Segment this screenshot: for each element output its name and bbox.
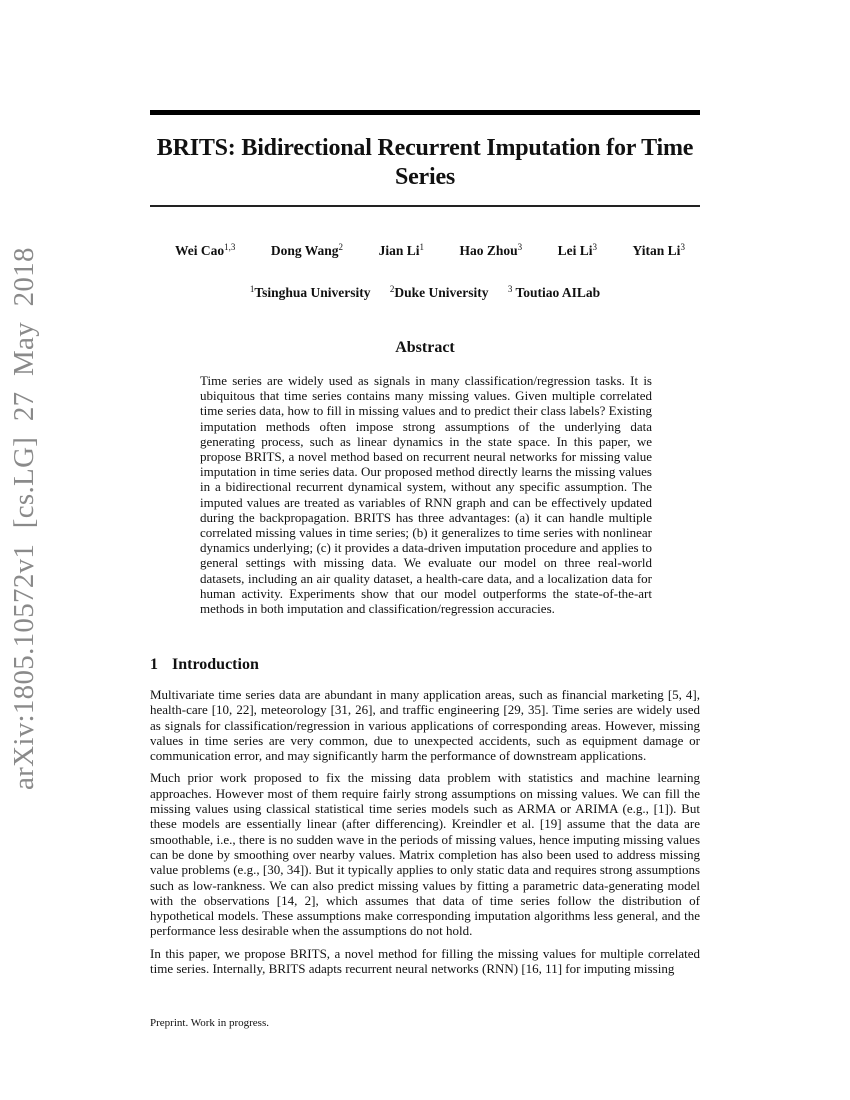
section-number: 1 xyxy=(150,656,158,673)
abstract-text: Time series are widely used as signals in many classification/regression tasks. It is ubiquitous that time series contains many missing values. Given multiple correlated time series data, how to fill in missing values and to predict their class labels? Existing imputation methods often impose strong assumptions of the underlying data generating process, such as linear dynamics in the state space. In this paper, we propose BRITS, a novel method based on recurrent neural networks for missing value imputation in time series data. Our proposed method directly learns the missing values in a bidirectional recurrent dynamical system, without any specific assumption. The imputed values are treated as variables of RNN graph and can be effectively updated during the backpropagation. BRITS has three advantages: (a) it can handle multiple correlated missing values in time series; (b) it generalizes to time series with nonlinear dynamics underlying; (c) it provides a data-driven imputation procedure and applies to general settings with missing data. We evaluate our model on three real-world datasets, including an air quality dataset, a health-care data, and a localization data for human activity. Experiments show that our model outperforms the state-of-the-art methods in both imputation and classification/regression accuracies. xyxy=(200,373,652,617)
paragraph: Much prior work proposed to fix the missing data problem with statistics and machine learning approaches. However most of them require fairly strong assumptions on missing values. We can fill the missing values using classical statistical time series models such as ARMA or ARIMA (e.g., [1]). But these models are essentially linear (after differencing). Kreindler et al. [19] assume that the data are smoothable, i.e., there is no sudden wave in the periods of missing values, hence imputing missing values can be done by smoothing over nearby values. Matrix completion has also been used to address missing value problems (e.g., [30, 34]). But it typically applies to only static data and requires strong assumptions such as low-rankness. We can also predict missing values by fitting a parametric data-generating model with the observations [14, 2], which assumes that data of time series follow the distribution of hypothetical models. These assumptions make corresponding imputation algorithms less general, and the performance less desirable when the assumptions do not hold. xyxy=(150,770,700,939)
author-affil-mark: 3 xyxy=(517,242,523,252)
author-name: Dong Wang xyxy=(270,243,339,258)
author-affil-mark: 3 xyxy=(680,242,685,252)
affiliation-mark: 2 xyxy=(389,284,395,294)
author xyxy=(271,242,343,259)
author-list xyxy=(160,242,700,259)
author-name: Hao Zhou xyxy=(459,243,518,258)
footnote: Preprint. Work in progress. xyxy=(150,1017,269,1029)
title-rule-top xyxy=(150,110,700,115)
author-name: Jian Li xyxy=(378,243,420,258)
author-affil-mark: 1 xyxy=(419,242,424,252)
affiliation xyxy=(250,285,371,300)
author-name: Yitan Li xyxy=(632,243,681,258)
affiliation-name: Tsinghua University xyxy=(254,285,371,300)
introduction-body xyxy=(150,687,700,983)
author xyxy=(379,242,424,259)
paragraph: In this paper, we propose BRITS, a novel method for filling the missing values for multiple correlated time series. Internally, BRITS adapts recurrent neural networks (RNN) [16, 11] for imputing missing xyxy=(150,945,700,977)
arxiv-stamp: arXiv:1805.10572v1 [cs.LG] 27 May 2018 xyxy=(8,247,40,790)
paper-title: BRITS: Bidirectional Recurrent Imputation for Time Series xyxy=(156,135,694,190)
author-affil-mark: 2 xyxy=(338,242,344,252)
author xyxy=(633,242,685,259)
affiliation-mark: 3 xyxy=(507,284,513,294)
author xyxy=(175,242,235,259)
author xyxy=(459,242,522,259)
affiliation-mark: 1 xyxy=(249,284,255,294)
section-title: Introduction xyxy=(172,656,259,673)
paragraph: Multivariate time series data are abundant in many application areas, such as financial marketing [5, 4], health-care [10, 22], meteorology [31, 26], and traffic engineering [29, 35]. Time series are widely used as signals for classification/regression in various applications of corresponding areas. However, missing values in time series are very common, due to unexpected accidents, such as equipment damage or communication error, and may significantly harm the performance of downstream applications. xyxy=(150,687,700,764)
affiliation-name: Duke University xyxy=(394,285,489,300)
author-name: Wei Cao xyxy=(175,243,225,258)
section-heading xyxy=(150,656,259,674)
author xyxy=(558,242,597,259)
affiliation-name: Toutiao AILab xyxy=(512,285,601,300)
affiliation-list xyxy=(150,284,700,301)
abstract-heading: Abstract xyxy=(395,339,455,356)
affiliation xyxy=(508,285,600,300)
author-name: Lei Li xyxy=(557,243,593,258)
author-affil-mark: 3 xyxy=(592,242,598,252)
title-rule-bottom xyxy=(150,205,700,207)
affiliation xyxy=(390,285,489,300)
author-affil-mark: 1,3 xyxy=(224,242,236,252)
